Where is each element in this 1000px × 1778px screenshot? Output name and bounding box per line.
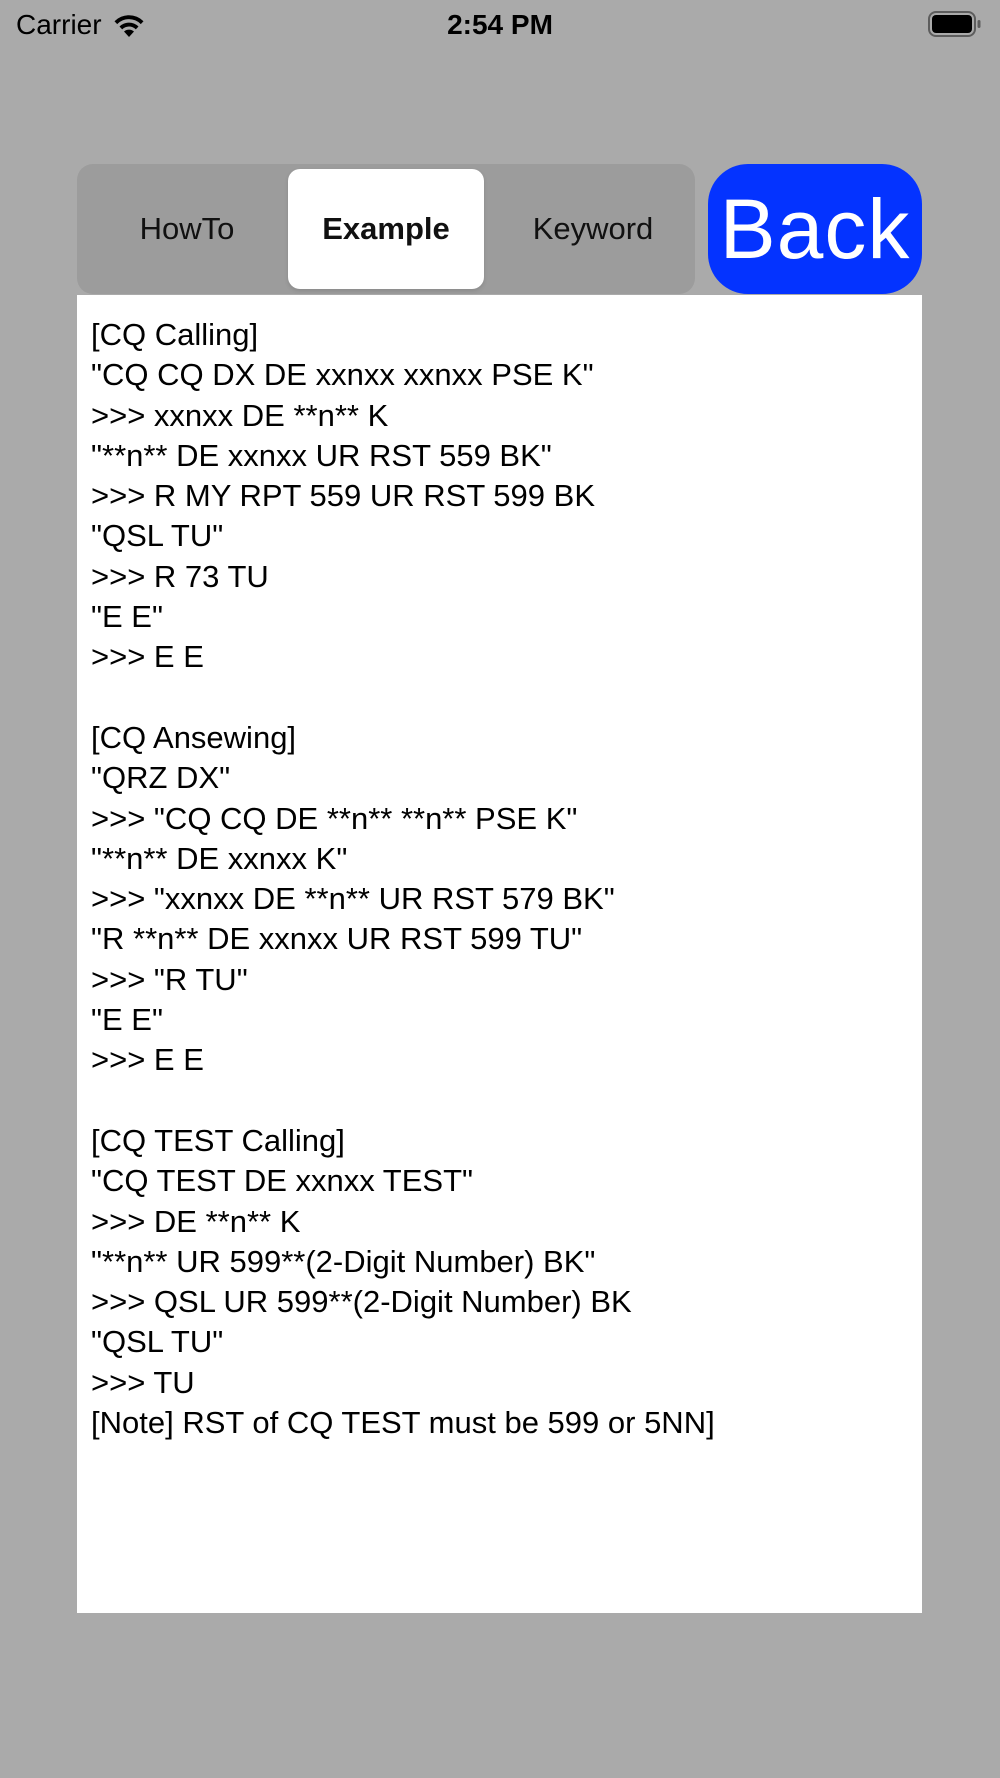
example-text-view[interactable] <box>77 295 922 1613</box>
battery-icon <box>928 11 982 37</box>
tab-example[interactable]: Example <box>288 169 484 289</box>
back-button[interactable]: Back <box>708 164 922 294</box>
tab-howto[interactable]: HowTo <box>139 211 235 246</box>
example-text: [CQ Calling] "CQ CQ DX DE xxnxx xxnxx PSE K" >>> xxnxx DE **n** K "**n** DE xxnxx UR RST 559 BK" >>> R MY RPT 559 UR RST 599 BK "QSL TU" >>> R 73 TU "E E" >>> E E [CQ Ansewing] "QRZ DX" >>> "CQ CQ DE **n** **n** PSE K" "**n** DE xxnxx K" >>> "xxnxx DE **n** UR RST 579 BK" "R **n** DE xxnxx UR RST 599 TU" >>> "R TU" "E E" >>> E E [CQ TEST Calling] "CQ TEST DE xxnxx TEST" >>> DE **n** K "**n** UR 599**(2-Digit Number) BK" >>> QSL UR 599**(2-Digit Number) BK "QSL TU" >>> TU [Note] RST of CQ TEST must be 599 or 5NN] <box>91 317 715 1441</box>
status-bar <box>0 0 1000 52</box>
tab-keyword[interactable]: Keyword <box>532 211 654 246</box>
carrier-label: Carrier <box>16 9 102 40</box>
tab-segmented-control <box>77 164 695 294</box>
status-time: 2:54 PM <box>447 9 553 40</box>
